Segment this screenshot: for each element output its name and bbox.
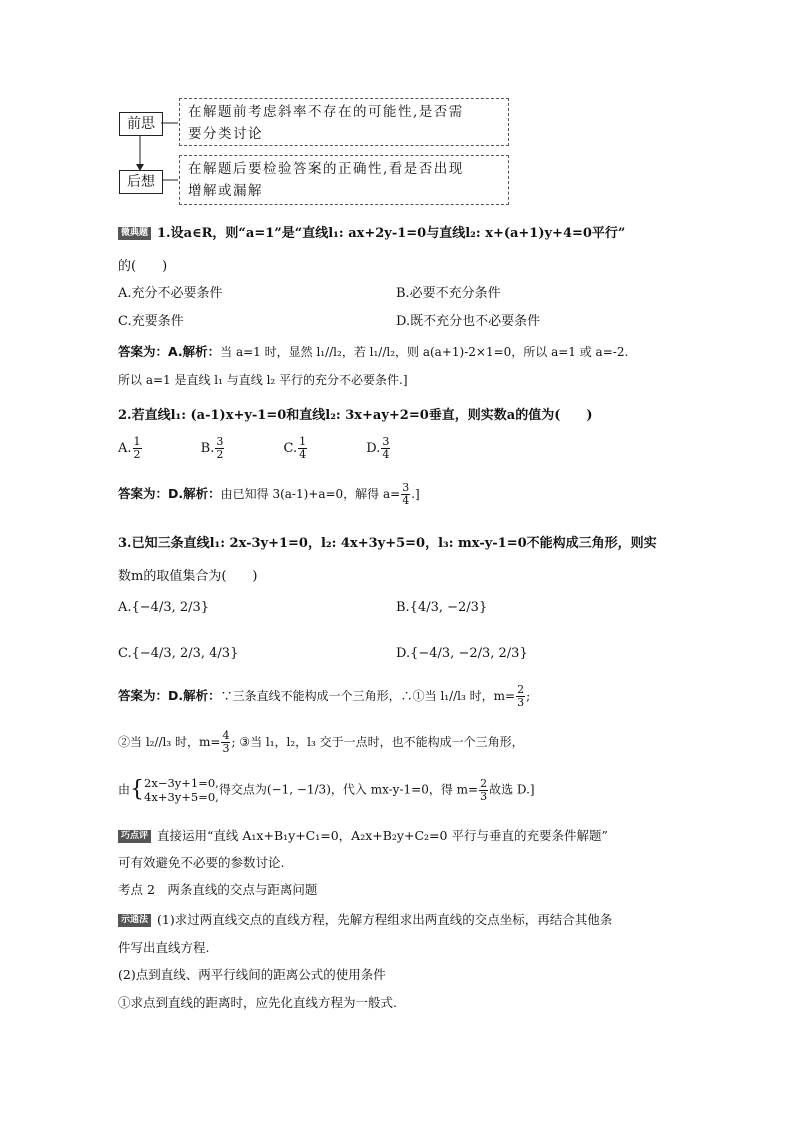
q2-option-a: A. $\frac{1}{2}$: [118, 435, 141, 461]
q3-answer-line3: 由{ 2x−3y+1=0, 4x+3y+5=0, 得交点为(−1, −1/3)，代入 mx-y-1=0，得 m= $\frac{2}{3}$ 故选 D.]: [118, 776, 535, 804]
method-line2: 件写出直线方程.: [118, 940, 210, 955]
pre-think-label: 前思: [119, 112, 163, 136]
q1-answer-line1: [118, 342, 628, 360]
q2-answer-text: 由已知得 3(a-1)+a=0，解得 a=: [220, 487, 401, 501]
post-think-text-1: 在解题后要检验答案的正确性,看是否出现: [188, 161, 464, 177]
comment-line2: 可有效避免不必要的参数讨论.: [118, 855, 285, 870]
q1-answer-text: 当 a=1 时，显然 l₁//l₂，若 l₁//l₂，则 a(a+1)-2×1=0，所以 a=1 或 a=-2.: [220, 345, 629, 359]
q2-answer: 答案为：D.解析：由已知得 3(a-1)+a=0，解得 a= $\frac{3}{4}$ .]: [118, 481, 420, 507]
section-title: 考点 2 两条直线的交点与距离问题: [118, 882, 318, 897]
q2-option-d: D. $\frac{3}{4}$: [366, 435, 390, 461]
q3-option-c: C.{−4/3, 2/3, 4/3}: [118, 646, 239, 661]
q3-answer-line1: 答案为：D.解析：∵三条直线不能构成一个三角形，∴①当 l₁//l₃ 时，m= $\frac{2}{3}$ ;: [118, 683, 531, 709]
q3-answer-frac-2: $\frac{4}{3}$: [222, 729, 230, 755]
comment-line1: 巧点评 直接运用“直线 A₁x+B₁y+C₁=0，A₂x+B₂y+C₂=0 平行与垂直的充要条件解题”: [118, 826, 608, 844]
q2-option-c: C. $\frac{1}{4}$: [283, 435, 307, 461]
q3-option-a: A.{−4/3, 2/3}: [118, 600, 210, 615]
q2-answer-fraction: $\frac{3}{4}$: [402, 481, 410, 507]
q1-stem-line2: 的( ): [118, 259, 168, 274]
q1-stem-line1: [118, 222, 625, 241]
method-line3: (2)点到直线、两平行线间的距离公式的使用条件: [118, 967, 386, 982]
highlight-tag: 巧点评: [118, 830, 151, 843]
post-think-text-2: 增解或漏解: [188, 183, 263, 199]
q2-option-b: B. $\frac{3}{2}$: [200, 435, 224, 461]
post-think-label: 后想: [119, 170, 163, 194]
q2-stem: 2.若直线l₁: (a-1)x+y-1=0和直线l₂: 3x+ay+2=0垂直，则实数a的值为( ): [118, 408, 593, 423]
q2-answer-label: 答案为：D.解析：: [118, 486, 221, 501]
q3-stem-line2: 数m的取值集合为( ): [118, 569, 258, 584]
q3-option-d: D.{−4/3, −2/3, 2/3}: [396, 646, 528, 661]
q3-option-b: B.{4/3, −2/3}: [396, 600, 488, 615]
q3-answer-label: 答案为：D.解析：: [118, 688, 221, 703]
q1-option-b: B.必要不充分条件: [396, 286, 501, 301]
q1-option-a: A.充分不必要条件: [118, 286, 223, 301]
equation-system: 2x−3y+1=0, 4x+3y+5=0,: [144, 776, 219, 804]
q1-option-d: D.既不充分也不必要条件: [396, 314, 541, 329]
q1-stem-text: 1.设a∈R，则“a=1”是“直线l₁: ax+2y-1=0与直线l₂: x+(a+1)y+4=0平行”: [157, 226, 626, 241]
method-tag: 示通法: [118, 914, 151, 927]
q3-answer-line2: ②当 l₂//l₃ 时，m= $\frac{4}{3}$ ; ③当 l₁，l₂，l₃ 交于一点时，也不能构成一个三角形，: [118, 729, 524, 755]
q1-answer-label: 答案为：A.解析：: [118, 344, 221, 359]
method-line4: ①求点到直线的距离时，应先化直线方程为一般式.: [118, 995, 397, 1010]
pre-think-text-2: 要分类讨论: [188, 126, 263, 142]
q1-answer-line2: 所以 a=1 是直线 l₁ 与直线 l₂ 平行的充分不必要条件.]: [118, 373, 408, 387]
pre-think-text-1: 在解题前考虑斜率不存在的可能性,是否需: [188, 104, 464, 120]
q3-answer-frac-3: $\frac{2}{3}$: [480, 776, 488, 803]
typical-question-tag: 微典题: [118, 227, 151, 240]
q1-option-c: C.充要条件: [118, 314, 184, 329]
q3-stem-line1: 3.已知三条直线l₁: 2x-3y+1=0，l₂: 4x+3y+5=0，l₃: mx-y-1=0不能构成三角形，则实: [118, 536, 657, 551]
pre-think-box: [179, 98, 509, 146]
method-line1: 示通法 (1)求过两直线交点的直线方程，先解方程组求出两直线的交点坐标，再结合其他条: [118, 910, 612, 928]
q2-options: [118, 436, 391, 461]
post-think-box: [179, 155, 509, 205]
q3-answer-frac-1: $\frac{2}{3}$: [517, 683, 525, 709]
